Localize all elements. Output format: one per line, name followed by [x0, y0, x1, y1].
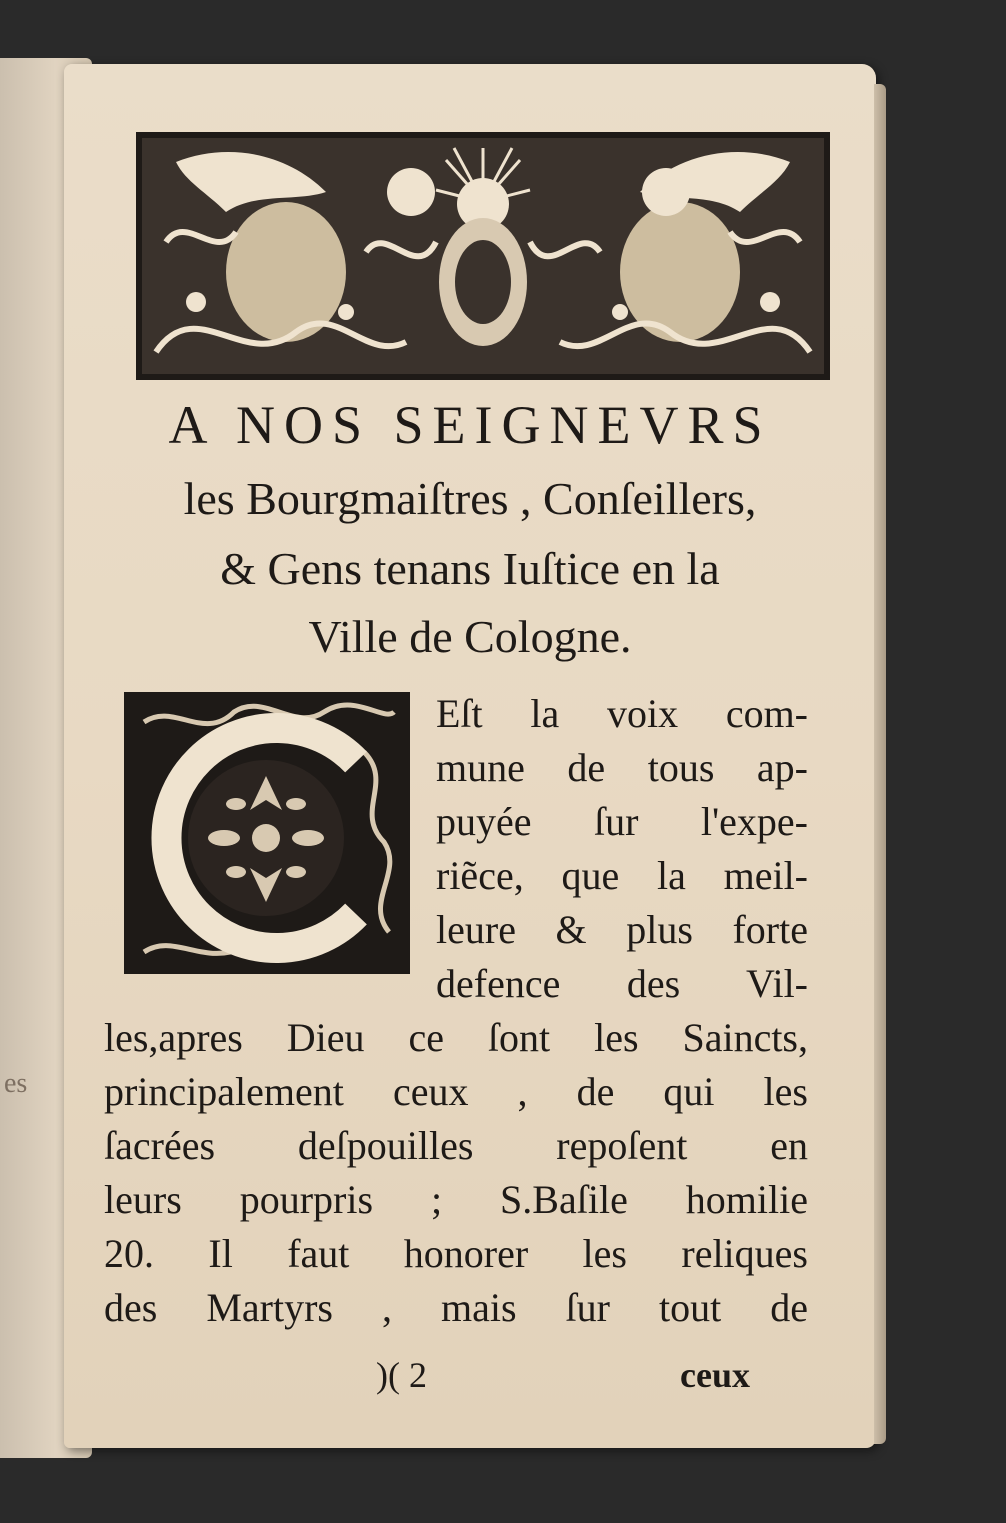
- dedication-line-3: & Gens tenans Iuſtice en la: [220, 543, 720, 594]
- signature-mark: )( 2: [376, 1355, 427, 1395]
- text-line-7: les,apres Dieu ce ſont les Saincts,: [104, 1015, 808, 1060]
- text-line-2: mune de tous ap-: [436, 745, 808, 790]
- page-edge: [874, 84, 886, 1444]
- dedication-line-4: Ville de Cologne.: [308, 611, 632, 662]
- dedication-line-2: les Bourgmaiſtres , Conſeillers,: [183, 473, 757, 524]
- text-line-4: riẽce, que la meil-: [436, 853, 808, 898]
- text-line-6: defence des Vil-: [436, 961, 808, 1006]
- book-page: [64, 64, 876, 1448]
- text-line-5: leure & plus forte: [436, 907, 808, 952]
- text-line-1: Eſt la voix com-: [436, 691, 808, 736]
- text-line-8: principalement ceux , de qui les: [104, 1069, 808, 1114]
- text-line-10: leurs pourpris ; S.Baſile homilie: [104, 1177, 808, 1222]
- facing-page-fragment: es: [4, 1068, 28, 1099]
- catchword: ceux: [680, 1355, 750, 1395]
- dedication-line-1: A NOS SEIGNEVRS: [168, 395, 772, 455]
- woodcut-headpiece: [136, 132, 830, 380]
- text-line-3: puyée ſur l'expe-: [436, 799, 808, 844]
- text-line-9: ſacrées deſpouilles repoſent en: [104, 1123, 808, 1168]
- decorated-initial-c: [124, 692, 410, 974]
- text-line-11: 20. Il faut honorer les reliques: [104, 1231, 808, 1276]
- text-line-12: des Martyrs , mais ſur tout de: [104, 1285, 808, 1330]
